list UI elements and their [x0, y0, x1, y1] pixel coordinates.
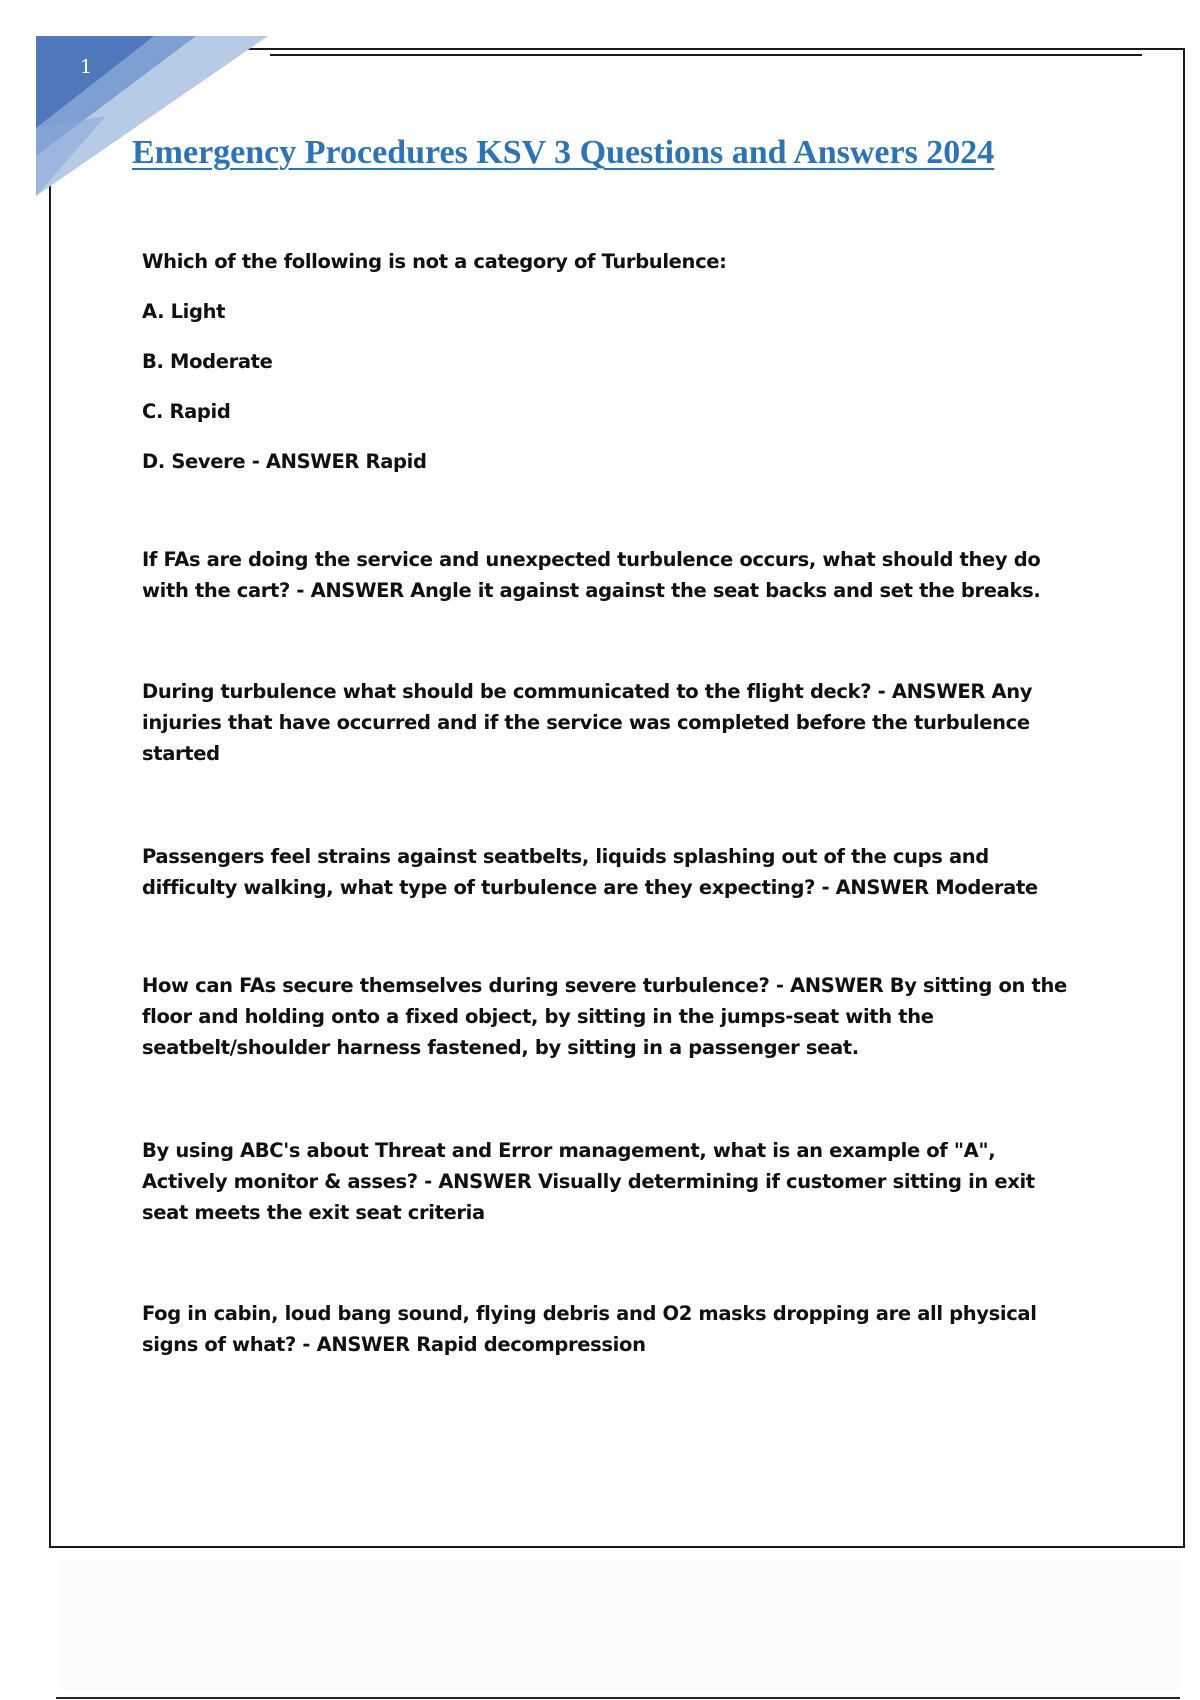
question-block	[142, 676, 1082, 769]
option-b: B. Moderate	[142, 350, 273, 373]
document-title: Emergency Procedures KSV 3 Questions and Answers 2024	[132, 134, 995, 171]
question-text: Which of the following is not a category of Turbulence:	[142, 250, 727, 273]
option-d: D. Severe - ANSWER Rapid	[142, 450, 427, 473]
question-answer-text: If FAs are doing the service and unexpected turbulence occurs, what should they do with the cart? - ANSWER Angle it against against the seat backs and set the breaks.	[142, 548, 1041, 602]
qa-content	[142, 246, 1082, 1360]
corner-decoration	[36, 36, 276, 200]
question-block	[142, 544, 1082, 606]
question-block	[142, 841, 1082, 903]
answer-options	[142, 296, 1082, 477]
footer-rule	[56, 1697, 1180, 1699]
question-answer-text: During turbulence what should be communicated to the flight deck? - ANSWER Any injuries that have occurred and if the service was completed before the turbulence started	[142, 680, 1033, 765]
question-answer-text: How can FAs secure themselves during severe turbulence? - ANSWER By sitting on the floor and holding onto a fixed object, by sitting in the jumps-seat with the seatbelt/shoulder harness fastened, by sitting in a passenger seat.	[142, 974, 1067, 1059]
page-bottom-margin	[60, 1560, 1180, 1690]
question-block	[142, 970, 1082, 1063]
question-answer-text: Fog in cabin, loud bang sound, flying debris and O2 masks dropping are all physical signs of what? - ANSWER Rapid decompression	[142, 1302, 1037, 1356]
page-number: 1	[80, 56, 93, 78]
question-block	[142, 1298, 1082, 1360]
option-a: A. Light	[142, 300, 226, 323]
header-rule	[270, 54, 1142, 56]
question-answer-text: Passengers feel strains against seatbelts, liquids splashing out of the cups and difficulty walking, what type of turbulence are they expecting? - ANSWER Moderate	[142, 845, 1038, 899]
question-answer-text: By using ABC's about Threat and Error management, what is an example of "A", Actively monitor & asses? - ANSWER Visually determining if customer sitting in exit seat meets the exit seat criteria	[142, 1139, 1035, 1224]
question-block	[142, 246, 1082, 477]
question-block	[142, 1135, 1082, 1228]
option-c: C. Rapid	[142, 400, 231, 423]
